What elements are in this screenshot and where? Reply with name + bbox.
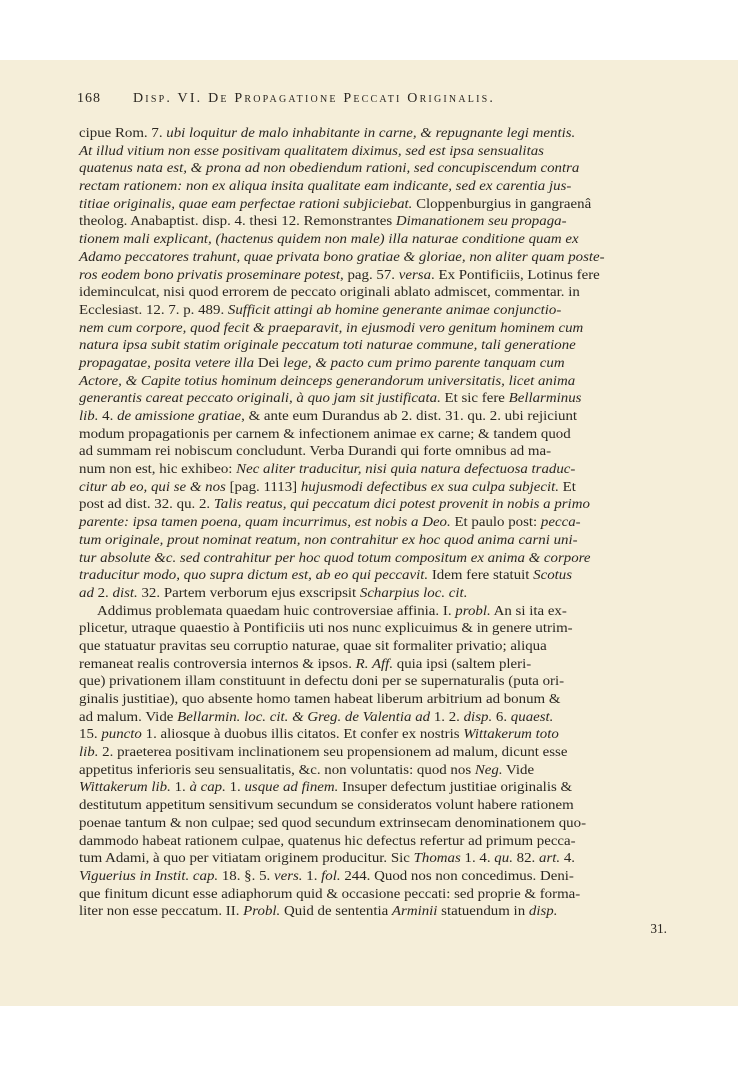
text-line bbox=[79, 549, 667, 567]
text-line-content: traducitur modo, quo supra dictum est, ab eo qui peccavit. Idem fere statuit Scotus bbox=[79, 567, 573, 583]
text-line-content: 15. puncto 1. aliosque à duobus illis citatos. Et confer ex nostris Wittakerum toto bbox=[79, 726, 559, 742]
text-line bbox=[79, 425, 667, 443]
text-line-content: tum Adami, à quo per vitiatam originem producitur. Sic Thomas 1. 4. qu. 82. art. 4. bbox=[79, 850, 576, 866]
text-line-content: generantis careat peccato originali, à quo jam sit justificata. Et sic fere Bellarminus bbox=[79, 390, 582, 406]
text-line bbox=[79, 159, 667, 177]
text-line bbox=[79, 796, 667, 814]
text-line bbox=[79, 832, 667, 850]
text-line bbox=[79, 902, 667, 920]
book-page bbox=[0, 60, 738, 1006]
text-line bbox=[79, 407, 667, 425]
text-line bbox=[79, 655, 667, 673]
text-line-content: ginalis justitiae), quo absente homo tamen habeat liberum arbitrium ad bonum & bbox=[79, 691, 561, 706]
running-title: Disp. VI. De Propagatione Peccati Originalis. bbox=[133, 91, 496, 106]
text-line bbox=[79, 743, 667, 761]
text-line-content: poenae tantum & non culpae; sed quod secundum extrinsecam denominationem quo- bbox=[79, 814, 587, 830]
text-line bbox=[79, 778, 667, 796]
text-line bbox=[79, 637, 667, 655]
text-line-content: modum propagationis per carnem & infectionem animae ex carne; & tandem quod bbox=[79, 425, 571, 441]
top-margin bbox=[0, 0, 738, 60]
text-line bbox=[79, 619, 667, 637]
text-line bbox=[79, 177, 667, 195]
text-line bbox=[79, 195, 667, 213]
text-line-content: ideminculcat, nisi quod errorem de peccato originali ablato admiscet, commentar. in bbox=[79, 284, 580, 300]
text-line-content: Actore, & Capite totius hominum deinceps generandorum universitatis, licet anima bbox=[79, 372, 576, 388]
text-line-content: ad summam rei nobiscum concludunt. Verba Durandi qui forte omnibus ad ma- bbox=[79, 443, 552, 459]
text-line-content: liter non esse peccatum. II. Probl. Quid de sententia Arminii statuendum in disp. bbox=[79, 903, 558, 919]
text-line bbox=[79, 761, 667, 779]
running-header bbox=[77, 91, 662, 109]
text-line bbox=[79, 124, 667, 142]
text-line bbox=[79, 319, 667, 337]
text-line bbox=[79, 336, 667, 354]
text-line-content: propagatae, posita vetere illa Dei lege, & pacto cum primo parente tanquam cum bbox=[79, 354, 565, 370]
text-line-content: quatenus nata est, & prona ad non obediendum rationi, sed concupiscendum contra bbox=[79, 160, 580, 176]
text-line bbox=[79, 248, 667, 266]
text-line bbox=[79, 301, 667, 319]
bottom-margin bbox=[0, 1006, 738, 1068]
text-line-content: Ecclesiast. 12. 7. p. 489. Sufficit attingi ab homine generante animae conjunctio- bbox=[79, 301, 562, 317]
text-line-content: que) privationem illam constituunt in defectu doni per se supernaturalis (puta ori- bbox=[79, 673, 565, 689]
text-line-content: parente: ipsa tamen poena, quam incurrimus, est nobis a Deo. Et paulo post: pecca- bbox=[79, 514, 581, 530]
text-line-content: plicetur, utraque quaestio à Pontificiis uti nos nunc explicuimus & in genere utrim- bbox=[79, 620, 573, 636]
text-line bbox=[79, 495, 667, 513]
text-line bbox=[79, 885, 667, 903]
text-line-content: citur ab eo, qui se & nos [pag. 1113] hujusmodi defectibus ex sua culpa subjecit. Et bbox=[79, 478, 576, 494]
text-line bbox=[79, 814, 667, 832]
text-line-content: ad 2. dist. 32. Partem verborum ejus exscripsit Scharpius loc. cit. bbox=[79, 584, 468, 600]
text-line-content: post ad dist. 32. qu. 2. Talis reatus, qui peccatum dici potest provenit in nobis a primo bbox=[79, 496, 590, 512]
text-line-content: num non est, hic exhibeo: Nec aliter traducitur, nisi quia natura defectuosa traduc- bbox=[79, 461, 576, 477]
text-line-content: tum originale, prout nominat reatum, non contrahitur ex hoc quod anima carni uni- bbox=[79, 531, 578, 547]
text-line-content: que finitum dicunt esse adiaphorum quid & occasione peccati: sed proprie & forma- bbox=[79, 885, 581, 901]
text-line bbox=[79, 602, 667, 620]
text-line-content: rectam rationem: non ex aliqua insita qualitate eam indicante, sed ex carentia jus- bbox=[79, 178, 572, 194]
text-line-content: remaneat realis controversia internos & ipsos. R. Aff. quia ipsi (saltem pleri- bbox=[79, 655, 532, 671]
text-line bbox=[79, 212, 667, 230]
text-line bbox=[79, 372, 667, 390]
catchword: 31. bbox=[650, 920, 667, 936]
text-line-content: ad malum. Vide Bellarmin. loc. cit. & Greg. de Valentia ad 1. 2. disp. 6. quaest. bbox=[79, 708, 554, 724]
text-line-content: Viguerius in Instit. cap. 18. §. 5. vers. 1. fol. 244. Quod nos non concedimus. Deni- bbox=[79, 867, 574, 883]
text-line-content: tur absolute &c. sed contrahitur per hoc quod totum compositum ex anima & corpore bbox=[79, 549, 591, 565]
text-line-content: Adamo peccatores trahunt, quae privata bono gratiae & gloriae, non aliter quam poste- bbox=[79, 248, 605, 264]
text-line bbox=[79, 354, 667, 372]
text-line-content: titiae originalis, quae eam perfectae rationi subjiciebat. Cloppenburgius in gangraenâ bbox=[79, 195, 592, 211]
text-line bbox=[79, 142, 667, 160]
text-line bbox=[79, 283, 667, 301]
text-line-content: lib. 4. de amissione gratiae, & ante eum Durandus ab 2. dist. 31. qu. 2. ubi rejiciunt bbox=[79, 408, 578, 423]
text-line-content: At illud vitium non esse positivam qualitatem diximus, sed est ipsa sensualitas bbox=[79, 142, 544, 158]
text-line-content: appetitus inferioris seu sensualitatis, &c. non voluntatis: quod nos Neg. Vide bbox=[79, 761, 535, 777]
text-line bbox=[79, 584, 667, 602]
text-line bbox=[79, 266, 667, 284]
page-number: 168 bbox=[77, 91, 101, 106]
text-line-content: cipue Rom. 7. ubi loquitur de malo inhabitante in carne, & repugnante legi mentis. bbox=[79, 125, 576, 140]
text-line bbox=[79, 672, 667, 690]
text-line-content: Wittakerum lib. 1. à cap. 1. usque ad finem. Insuper defectum justitiae originalis & bbox=[79, 779, 573, 795]
text-line bbox=[79, 389, 667, 407]
text-line-content: theolog. Anabaptist. disp. 4. thesi 12. Remonstrantes Dimanationem seu propaga- bbox=[79, 213, 567, 229]
text-line-content: destitutum appetitum sensitivum secundum se consideratos volunt habere rationem bbox=[79, 797, 574, 813]
text-line bbox=[79, 708, 667, 726]
text-line-content: natura ipsa subit statim originale peccatum toti naturae commune, tali generatione bbox=[79, 337, 576, 353]
text-line bbox=[79, 442, 667, 460]
text-line-content: lib. 2. praeterea positivam inclinationem seu propensionem ad malum, dicunt esse bbox=[79, 744, 568, 760]
text-line bbox=[79, 690, 667, 708]
page-body-text bbox=[79, 124, 667, 938]
text-line bbox=[79, 531, 667, 549]
text-line bbox=[79, 566, 667, 584]
text-line-content: nem cum corpore, quod fecit & praeparavit, in ejusmodi vero genitum hominem cum bbox=[79, 319, 584, 335]
text-line bbox=[79, 725, 667, 743]
text-line bbox=[79, 513, 667, 531]
text-line-content: dammodo habeat rationem culpae, quatenus hic defectus refertur ad primum pecca- bbox=[79, 832, 576, 848]
text-line-content: ros eodem bono privatis proseminare potest, pag. 57. versa. Ex Pontificiis, Lotinus fere bbox=[79, 266, 600, 282]
text-line bbox=[79, 230, 667, 248]
text-line-content: Addimus problemata quaedam huic controversiae affinia. I. probl. An si ita ex- bbox=[97, 602, 567, 618]
text-line bbox=[79, 478, 667, 496]
text-line-content: tionem mali explicant, (hactenus quidem non male) illa naturae conditione quam ex bbox=[79, 231, 579, 247]
text-line bbox=[79, 460, 667, 478]
text-line-content: que statuatur pravitas seu corruptio naturae, quae sit formaliter privatio; aliqua bbox=[79, 637, 547, 653]
text-line bbox=[79, 867, 667, 885]
text-line bbox=[79, 849, 667, 867]
